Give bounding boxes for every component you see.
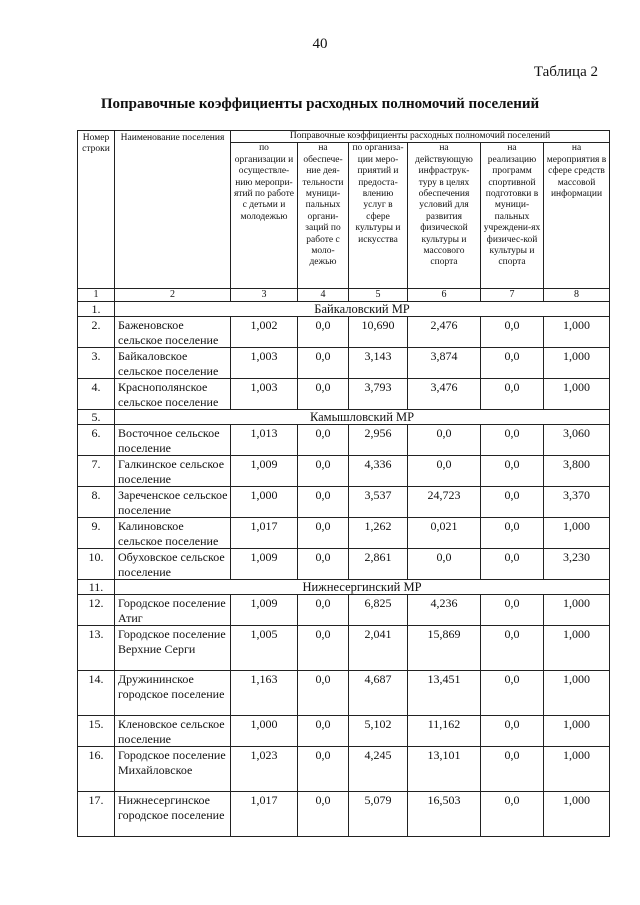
- coefficient-cell: 1,009: [231, 595, 298, 626]
- table-body: [78, 302, 610, 837]
- coefficient-cell: 2,861: [349, 549, 408, 580]
- row-number: 8.: [78, 487, 115, 518]
- coefficient-cell: 5,079: [349, 792, 408, 837]
- settlement-name: Зареченское сельское поселение: [115, 487, 231, 518]
- coefficient-cell: 1,009: [231, 549, 298, 580]
- settlement-name: Краснополянское сельское поселение: [115, 379, 231, 410]
- coefficient-cell: 0,0: [481, 317, 544, 348]
- row-number: 14.: [78, 671, 115, 716]
- coefficient-cell: 0,0: [298, 671, 349, 716]
- table-row: [78, 379, 610, 410]
- coefficient-cell: 0,0: [298, 626, 349, 671]
- column-number: 4: [298, 289, 349, 302]
- coefficient-cell: 1,000: [544, 348, 610, 379]
- header-col-7: на реализацию программ спортивной подготовки в муници-пальных учреждени-ях физичес-кой культуры и спорта: [481, 143, 544, 289]
- table-row: [78, 518, 610, 549]
- row-number: 13.: [78, 626, 115, 671]
- coefficient-cell: 0,0: [298, 379, 349, 410]
- coefficient-cell: 1,000: [544, 671, 610, 716]
- coefficient-cell: 1,000: [544, 716, 610, 747]
- coefficient-cell: 0,0: [298, 716, 349, 747]
- section-title: Нижнесергинский МР: [115, 580, 610, 595]
- row-number: 10.: [78, 549, 115, 580]
- coefficient-cell: 0,0: [298, 348, 349, 379]
- row-number: 7.: [78, 456, 115, 487]
- table-row: [78, 716, 610, 747]
- coefficient-cell: 4,336: [349, 456, 408, 487]
- coefficient-cell: 0,0: [481, 626, 544, 671]
- column-number: 7: [481, 289, 544, 302]
- page-number: 40: [312, 36, 328, 52]
- header-col-6: на действующую инфраструк-туру в целях обеспечения условий для развития физической культуры и массового спорта: [408, 143, 481, 289]
- column-number: 3: [231, 289, 298, 302]
- settlement-name: Городское поселение Атиг: [115, 595, 231, 626]
- header-col-3: по организации и осуществле-нию меропри-ятий по работе с детьми и молодежью: [231, 143, 298, 289]
- coefficient-cell: 6,825: [349, 595, 408, 626]
- coefficient-cell: 3,537: [349, 487, 408, 518]
- coefficient-cell: 1,163: [231, 671, 298, 716]
- table-row: [78, 549, 610, 580]
- coefficient-cell: 0,0: [298, 792, 349, 837]
- coefficient-cell: 1,000: [231, 487, 298, 518]
- section-title: Камышловский МР: [115, 410, 610, 425]
- header-col-4: на обеспече-ние дея-тельности муници-пальных органи-заций по работе с моло-дежью: [298, 143, 349, 289]
- coefficient-cell: 0,0: [481, 348, 544, 379]
- section-row: [78, 302, 610, 317]
- row-number: 6.: [78, 425, 115, 456]
- settlement-name: Нижнесергинское городское поселение: [115, 792, 231, 837]
- coefficient-cell: 0,0: [298, 518, 349, 549]
- row-number: 2.: [78, 317, 115, 348]
- coefficient-cell: 1,003: [231, 348, 298, 379]
- coefficient-cell: 0,0: [481, 425, 544, 456]
- coefficient-cell: 0,0: [481, 671, 544, 716]
- coefficient-cell: 3,874: [408, 348, 481, 379]
- coefficient-cell: 3,370: [544, 487, 610, 518]
- coefficient-cell: 0,0: [298, 487, 349, 518]
- coefficient-cell: 0,0: [298, 549, 349, 580]
- coefficient-cell: 13,451: [408, 671, 481, 716]
- coefficient-cell: 0,021: [408, 518, 481, 549]
- coefficient-cell: 2,476: [408, 317, 481, 348]
- row-number: 4.: [78, 379, 115, 410]
- coefficient-cell: 1,002: [231, 317, 298, 348]
- settlement-name: Байкаловское сельское поселение: [115, 348, 231, 379]
- coefficient-cell: 1,017: [231, 518, 298, 549]
- header-row-number: Номер строки: [78, 131, 115, 289]
- coefficient-cell: 4,245: [349, 747, 408, 792]
- header-col-8: на мероприятия в сфере средств массовой информации: [544, 143, 610, 289]
- coefficient-cell: 2,041: [349, 626, 408, 671]
- settlement-name: Восточное сельское поселение: [115, 425, 231, 456]
- row-number: 17.: [78, 792, 115, 837]
- coefficient-cell: 0,0: [298, 747, 349, 792]
- column-number: 5: [349, 289, 408, 302]
- coefficient-cell: 0,0: [298, 456, 349, 487]
- coefficient-cell: 15,869: [408, 626, 481, 671]
- table-row: [78, 671, 610, 716]
- coefficient-cell: 0,0: [481, 792, 544, 837]
- coefficient-cell: 3,800: [544, 456, 610, 487]
- coefficient-cell: 13,101: [408, 747, 481, 792]
- settlement-name: Калиновское сельское поселение: [115, 518, 231, 549]
- coefficient-cell: 1,009: [231, 456, 298, 487]
- coefficient-cell: 3,230: [544, 549, 610, 580]
- coefficient-cell: 0,0: [481, 487, 544, 518]
- row-number: 3.: [78, 348, 115, 379]
- coefficient-cell: 5,102: [349, 716, 408, 747]
- coefficient-cell: 3,793: [349, 379, 408, 410]
- coefficient-cell: 1,000: [231, 716, 298, 747]
- column-number: 1: [78, 289, 115, 302]
- coefficient-cell: 0,0: [481, 747, 544, 792]
- table-row: [78, 487, 610, 518]
- coefficient-cell: 3,476: [408, 379, 481, 410]
- coefficient-cell: 3,143: [349, 348, 408, 379]
- settlement-name: Обуховское сельское поселение: [115, 549, 231, 580]
- coefficient-cell: 0,0: [298, 425, 349, 456]
- section-row: [78, 580, 610, 595]
- table-label: Таблица 2: [533, 64, 598, 80]
- coefficient-cell: 4,687: [349, 671, 408, 716]
- coefficient-cell: 1,000: [544, 595, 610, 626]
- table-row: [78, 792, 610, 837]
- column-number: 6: [408, 289, 481, 302]
- coefficient-cell: 1,000: [544, 792, 610, 837]
- table-row: [78, 747, 610, 792]
- table-row: [78, 348, 610, 379]
- coefficient-cell: 1,005: [231, 626, 298, 671]
- row-number: 9.: [78, 518, 115, 549]
- row-number: 15.: [78, 716, 115, 747]
- column-number: 8: [544, 289, 610, 302]
- coefficient-cell: 0,0: [481, 716, 544, 747]
- coefficient-cell: 0,0: [298, 317, 349, 348]
- coefficient-cell: 0,0: [408, 425, 481, 456]
- header-row-1: [78, 131, 610, 143]
- header-col-5: по организа-ции меро-приятий и предоста-влению услуг в сфере культуры и искусства: [349, 143, 408, 289]
- coefficients-table: [77, 130, 610, 837]
- coefficient-cell: 0,0: [481, 518, 544, 549]
- settlement-name: Городское поселение Верхние Серги: [115, 626, 231, 671]
- table-row: [78, 425, 610, 456]
- coefficient-cell: 1,262: [349, 518, 408, 549]
- table-row: [78, 317, 610, 348]
- coefficient-cell: 1,000: [544, 747, 610, 792]
- coefficient-cell: 0,0: [481, 379, 544, 410]
- row-number: 12.: [78, 595, 115, 626]
- coefficient-cell: 3,060: [544, 425, 610, 456]
- settlement-name: Баженовское сельское поселение: [115, 317, 231, 348]
- row-number: 1.: [78, 302, 115, 317]
- row-number: 16.: [78, 747, 115, 792]
- row-number: 11.: [78, 580, 115, 595]
- table-row: [78, 456, 610, 487]
- coefficient-cell: 24,723: [408, 487, 481, 518]
- coefficient-cell: 16,503: [408, 792, 481, 837]
- coefficient-cell: 1,023: [231, 747, 298, 792]
- coefficient-cell: 0,0: [481, 456, 544, 487]
- page-title: Поправочные коэффициенты расходных полномочий поселений: [100, 96, 540, 112]
- coefficient-cell: 1,000: [544, 626, 610, 671]
- table-row: [78, 626, 610, 671]
- coefficient-cell: 10,690: [349, 317, 408, 348]
- coefficient-cell: 11,162: [408, 716, 481, 747]
- coefficient-cell: 1,000: [544, 379, 610, 410]
- coefficient-cell: 1,017: [231, 792, 298, 837]
- coefficient-cell: 0,0: [298, 595, 349, 626]
- settlement-name: Кленовское сельское поселение: [115, 716, 231, 747]
- coefficient-cell: 0,0: [481, 595, 544, 626]
- section-title: Байкаловский МР: [115, 302, 610, 317]
- table-row: [78, 595, 610, 626]
- coefficient-cell: 2,956: [349, 425, 408, 456]
- coefficient-cell: 0,0: [408, 549, 481, 580]
- row-number: 5.: [78, 410, 115, 425]
- coefficient-cell: 1,003: [231, 379, 298, 410]
- coefficient-cell: 1,000: [544, 317, 610, 348]
- column-number: 2: [115, 289, 231, 302]
- coefficient-cell: 1,013: [231, 425, 298, 456]
- settlement-name: Городское поселение Михайловское: [115, 747, 231, 792]
- column-number-row: [78, 289, 610, 302]
- header-settlement-name: Наименование поселения: [115, 131, 231, 289]
- header-group: Поправочные коэффициенты расходных полномочий поселений: [231, 131, 610, 143]
- coefficient-cell: 4,236: [408, 595, 481, 626]
- settlement-name: Галкинское сельское поселение: [115, 456, 231, 487]
- coefficient-cell: 1,000: [544, 518, 610, 549]
- section-row: [78, 410, 610, 425]
- coefficient-cell: 0,0: [408, 456, 481, 487]
- coefficient-cell: 0,0: [481, 549, 544, 580]
- settlement-name: Дружининское городское поселение: [115, 671, 231, 716]
